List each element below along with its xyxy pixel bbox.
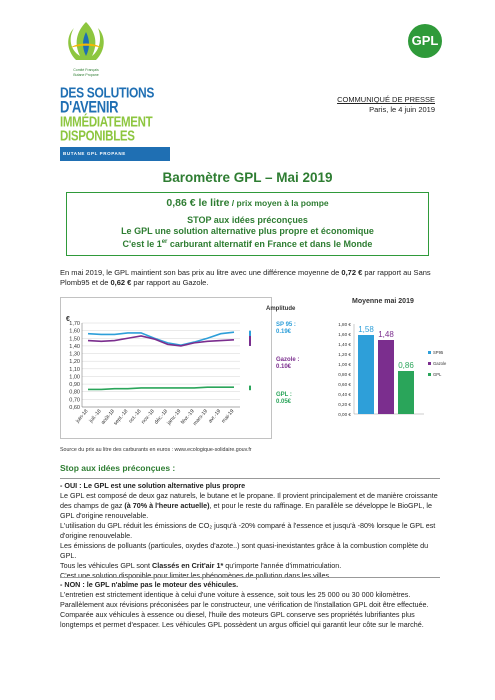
bar-chart-title: Moyenne mai 2019 bbox=[352, 298, 414, 305]
amplitude-item bbox=[276, 357, 299, 371]
x-tick-label: avr.-19 bbox=[207, 408, 223, 425]
x-tick-label: janv.-19 bbox=[166, 408, 183, 427]
price-value: 0,86 € le litre bbox=[166, 197, 230, 209]
y-tick-label: 0,90 bbox=[69, 382, 80, 389]
bar-y-tick-label: 1,00 € bbox=[338, 362, 351, 367]
intro-paragraph: En mai 2019, le GPL maintient son bas prix au litre avec une différence moyenne de 0,72 € par rapport au Sans Plomb95 et de 0,62 € par rapport au Gazole. bbox=[60, 268, 431, 287]
y-tick-label: 1,40 bbox=[69, 343, 80, 350]
headline-lines bbox=[67, 215, 428, 250]
slogan-line-2: D'AVENIR bbox=[60, 97, 119, 117]
x-tick-label: sept.-18 bbox=[112, 408, 130, 427]
bar-y-tick-label: 1,60 € bbox=[338, 332, 351, 337]
amplitude-item bbox=[276, 322, 296, 336]
headline-price bbox=[67, 197, 428, 209]
y-tick-label: 1,60 bbox=[69, 328, 80, 335]
bar-data-label: 1,48 bbox=[378, 330, 394, 339]
legend-label: Gazole bbox=[433, 361, 447, 366]
bar-y-tick-label: 0,40 € bbox=[338, 392, 351, 397]
oui-p2: L'utilisation du GPL réduit les émissions de CO₂ jusqu'à -20% comparé à l'essence et jusqu'à -80% lorsque le GPL est d'origine renouvelable. bbox=[60, 521, 436, 540]
oui-title: - OUI : Le GPL est une solution alternative plus propre bbox=[60, 481, 246, 490]
section-title: Stop aux idées préconçues : bbox=[60, 463, 176, 473]
bar-y-tick-label: 0,80 € bbox=[338, 372, 351, 377]
legend-label: GPL bbox=[433, 372, 442, 377]
press-type: COMMUNIQUÉ DE PRESSE bbox=[337, 95, 435, 104]
x-tick-label: mai-19 bbox=[220, 408, 236, 425]
y-tick-label: 1,10 bbox=[69, 366, 80, 373]
slogan-line-1: DES SOLUTIONS bbox=[60, 83, 155, 102]
headline-line-2: STOP aux idées préconçues bbox=[187, 215, 308, 225]
x-tick-label: nov.-18 bbox=[140, 408, 156, 426]
amplitude-value: 0.10€ bbox=[276, 364, 292, 370]
oui-p1: Le GPL est composé de deux gaz naturels, le butane et le propane. Il provient principalement et de manière croissante des champs de gaz (à 70% à l'heure actuelle), et pour le reste du raffinage. En parallèle se développe le BioGPL, le GPL d'origine renouvelable. bbox=[60, 491, 438, 520]
oui-p4: Tous les véhicules GPL sont Classés en Crit'air 1* qu'importe l'année d'immatriculation. bbox=[60, 561, 342, 570]
non-title: - NON : le GPL n'abîme pas le moteur des véhicules. bbox=[60, 580, 239, 589]
x-tick-label: oct.-18 bbox=[127, 408, 143, 425]
bar-y-tick-label: 1,20 € bbox=[338, 352, 351, 357]
y-tick-label: 1,20 bbox=[69, 359, 80, 366]
logo-caption-1: Comité Français bbox=[73, 68, 99, 72]
x-tick-label: mars-19 bbox=[192, 408, 209, 427]
amplitude-label: Gazole : bbox=[276, 357, 300, 363]
gpl-logo: GPL bbox=[408, 24, 442, 58]
non-section bbox=[60, 580, 440, 630]
amplitude-item bbox=[276, 392, 292, 406]
slogan-line-3: IMMÉDIATEMENT bbox=[60, 115, 153, 130]
divider bbox=[60, 478, 440, 479]
bar-y-tick-label: 1,40 € bbox=[338, 342, 351, 347]
legend-swatch bbox=[428, 351, 431, 354]
price-line-chart bbox=[60, 297, 272, 439]
price-suffix: / prix moyen à la pompe bbox=[229, 198, 329, 208]
headline-box bbox=[66, 192, 429, 256]
y-tick-label: 1,30 bbox=[69, 351, 80, 358]
bar-y-tick-label: 0,20 € bbox=[338, 402, 351, 407]
oui-section bbox=[60, 481, 440, 581]
x-tick-label: déc.-18 bbox=[153, 408, 170, 426]
slogan bbox=[60, 85, 170, 161]
divider bbox=[60, 577, 440, 578]
x-tick-label: juil.-18 bbox=[88, 408, 103, 425]
bar-data-label: 0,86 bbox=[398, 361, 414, 370]
legend-swatch bbox=[428, 362, 431, 365]
oui-p3: Les émissions de polluants (particules, oxydes d'azote..) sont quasi-inexistantes grâce à la combustion complète du GPL. bbox=[60, 541, 429, 560]
oui-p5: C'est une solution disponible pour limiter les phénomènes de pollution dans les villes. bbox=[60, 571, 332, 580]
average-bar-chart bbox=[328, 320, 452, 422]
slogan-line-4: DISPONIBLES bbox=[60, 129, 135, 144]
cfbp-logo bbox=[56, 18, 116, 80]
y-tick-label: 1,50 bbox=[69, 336, 80, 343]
amplitude-title: Amplitude bbox=[266, 306, 296, 312]
y-tick-label: 0,60 bbox=[69, 405, 80, 411]
y-tick-label: 1,70 bbox=[69, 321, 80, 327]
amplitude-value: 0.05€ bbox=[276, 399, 292, 405]
bar-gpl bbox=[398, 371, 414, 414]
y-tick-label: 0,80 bbox=[69, 389, 80, 396]
headline-line-4: C'est le 1er carburant alternatif en France et dans le Monde bbox=[122, 239, 373, 249]
x-tick-label: août-18 bbox=[100, 408, 117, 426]
flame-logo-icon bbox=[56, 18, 116, 70]
bar-gazole bbox=[378, 340, 394, 414]
page-title: Baromètre GPL – Mai 2019 bbox=[162, 170, 333, 185]
headline-line-3: Le GPL une solution alternative plus propre et économique bbox=[121, 226, 374, 236]
non-p1: L'entretien est strictement identique à celui d'une voiture à essence, soit tous les 25 000 ou 30 000 kilomètres. Parallèlement aux révisions préconisées par le constructeur, une vérification de l'installation GPL doit être effectuée. Comparée aux véhicules à essence ou diesel, l'huile des moteurs GPL conserve ses propriétés lubrifiantes plus longtemps et permet d'espacer. Les véhicules GPL possèdent un argus officiel qui garantit leur côte sur le marché. bbox=[60, 590, 429, 629]
amplitude-value: 0.19€ bbox=[276, 329, 292, 335]
press-header bbox=[337, 95, 435, 115]
bar-y-tick-label: 0,60 € bbox=[338, 382, 351, 387]
amplitude-label: GPL : bbox=[276, 392, 292, 398]
y-axis-label: € bbox=[66, 316, 70, 323]
x-tick-label: juin-18 bbox=[74, 408, 90, 425]
legend-label: SP95 bbox=[433, 350, 444, 355]
bar-y-tick-label: 0,00 € bbox=[338, 412, 351, 417]
press-date: Paris, le 4 juin 2019 bbox=[369, 105, 435, 114]
source-note: Source du prix au litre des carburants en euros : www.ecologique-solidaire.gouv.fr bbox=[60, 447, 252, 453]
bar-sp95 bbox=[358, 335, 374, 414]
slogan-line-5: BUTANE GPL PROPANE bbox=[60, 147, 170, 161]
x-tick-label: févr.-19 bbox=[179, 408, 196, 426]
bar-y-tick-label: 1,80 € bbox=[338, 322, 351, 327]
legend-swatch bbox=[428, 373, 431, 376]
bar-data-label: 1,58 bbox=[358, 325, 374, 334]
logo-caption-2: Butane Propane bbox=[73, 73, 99, 77]
y-tick-label: 0,70 bbox=[69, 397, 80, 404]
amplitude-label: SP 95 : bbox=[276, 322, 296, 328]
y-tick-label: 1,00 bbox=[69, 374, 80, 381]
